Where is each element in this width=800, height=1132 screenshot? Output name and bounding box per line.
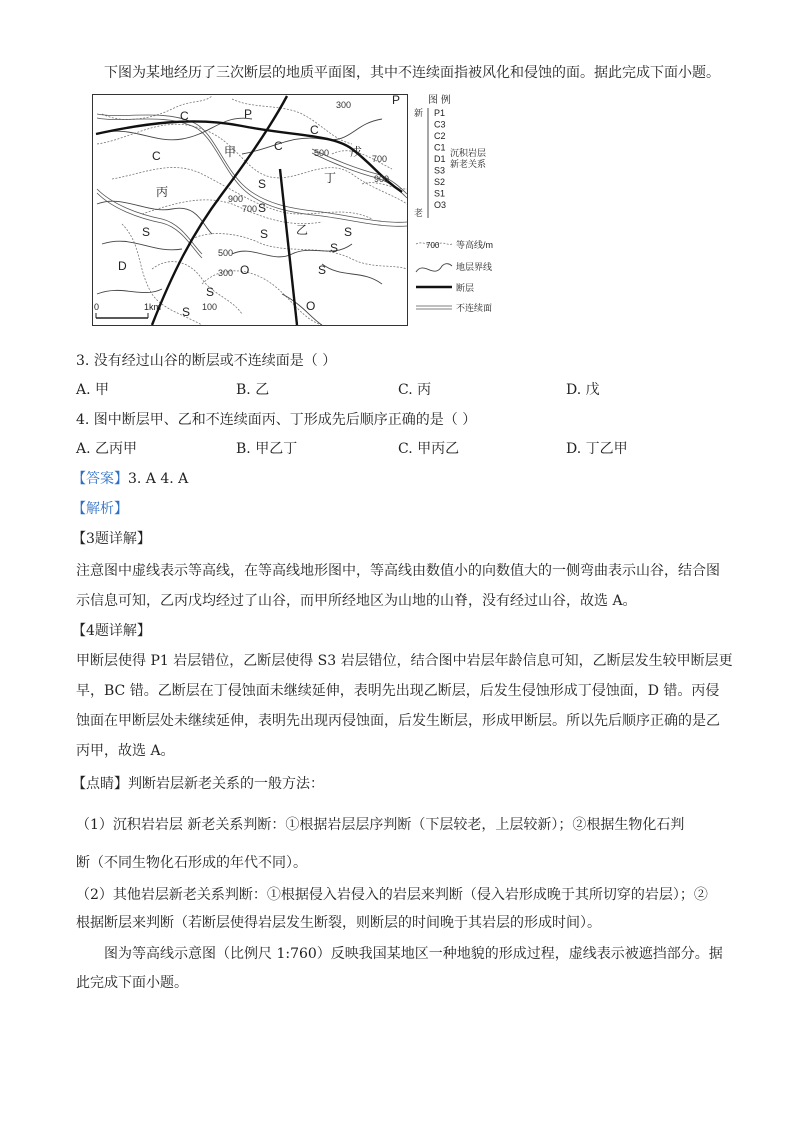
contour-500a: 500 bbox=[314, 148, 330, 158]
answer-line bbox=[72, 470, 188, 488]
q4-option-c[interactable]: C. 甲丙乙 bbox=[398, 441, 460, 457]
q3-option-c[interactable]: C. 丙 bbox=[398, 382, 432, 398]
detail4-title: 【4题详解】 bbox=[72, 623, 151, 639]
legend-stratum: P1 bbox=[434, 108, 446, 118]
label-ding: 丁 bbox=[324, 171, 337, 185]
detail3-title: 【3题详解】 bbox=[72, 531, 151, 547]
tip-line2: 断（不同生物化石形成的年代不同）。 bbox=[76, 855, 307, 871]
legend-stratum: S3 bbox=[434, 165, 446, 176]
label-S2a: S bbox=[258, 201, 267, 215]
map-legend bbox=[412, 94, 522, 326]
detail3-line1: 注意图中虚线表示等高线，在等高线地形图中，等高线由数值小的向数值大的一侧弯曲表示山谷，结合图 bbox=[76, 563, 720, 579]
contour-900a: 900 bbox=[374, 174, 390, 184]
label-O3a: O bbox=[240, 263, 250, 277]
legend-new: 新 bbox=[414, 108, 424, 118]
legend-rel1: 沉积岩层 bbox=[450, 148, 487, 158]
legend-stratum: S1 bbox=[434, 188, 446, 199]
legend-title: 图 例 bbox=[428, 95, 451, 106]
detail4-line1: 甲断层使得 P1 岩层错位，乙断层使得 S3 岩层错位，结合图中岩层年龄信息可知，乙断层发生较甲断层更 bbox=[76, 653, 733, 669]
scale-zero: 0 bbox=[94, 302, 100, 312]
tip-line3: （2）其他岩层新老关系判断：①根据侵入岩侵入的岩层来判断（侵入岩形成晚于其所切穿的岩层）；② bbox=[76, 887, 708, 903]
label-jia: 甲 bbox=[224, 145, 237, 159]
contour-700a: 700 bbox=[372, 154, 388, 164]
legend-stratum: O3 bbox=[434, 200, 447, 210]
q3-stem: 3. 没有经过山谷的断层或不连续面是（ ） bbox=[76, 353, 337, 369]
label-yi: 乙 bbox=[296, 223, 309, 237]
label-S3c: S bbox=[344, 225, 353, 239]
legend-contour-num: 700 bbox=[426, 241, 440, 250]
tip-line4: 根据断层来判断（若断层使得岩层发生断裂，则断层的时间晚于其岩层的形成时间）。 bbox=[76, 915, 601, 931]
label-S1c: S bbox=[206, 285, 215, 299]
intro-text: 下图为某地经历了三次断层的地质平面图，其中不连续面指被风化和侵蚀的面。据此完成下面小题。 bbox=[104, 65, 720, 81]
next-intro-line2: 此完成下面小题。 bbox=[76, 975, 188, 991]
geological-map bbox=[92, 94, 408, 326]
contour-300b: 300 bbox=[218, 268, 234, 278]
q3-option-a[interactable]: A. 甲 bbox=[76, 382, 110, 398]
label-bing: 丙 bbox=[156, 185, 169, 199]
label-S2b: S bbox=[330, 241, 339, 255]
scale-one: 1km bbox=[144, 302, 162, 312]
label-C2a: C bbox=[310, 123, 319, 137]
legend-boundary-label: 地层界线 bbox=[456, 262, 493, 272]
label-C1a: C bbox=[274, 139, 283, 153]
contour-100: 100 bbox=[202, 302, 218, 312]
tip-line1: （1）沉积岩岩层 新老关系判断：①根据岩层层序判断（下层较老，上层较新）；②根据生物化石判 bbox=[76, 817, 685, 833]
label-S2c: S bbox=[182, 305, 191, 319]
legend-stratum: C3 bbox=[434, 119, 446, 130]
label-P1a: P bbox=[244, 107, 253, 121]
label-D1a: D bbox=[118, 259, 127, 273]
legend-stratum: C1 bbox=[434, 142, 446, 153]
label-O3b: O bbox=[306, 299, 316, 313]
q3-option-b[interactable]: B. 乙 bbox=[236, 382, 270, 398]
legend-stratum: C2 bbox=[434, 131, 446, 141]
legend-stratum: S2 bbox=[434, 177, 446, 187]
contour-500b: 500 bbox=[218, 248, 234, 258]
answer-label: 【答案】 bbox=[72, 471, 128, 487]
analysis-label: 【解析】 bbox=[72, 501, 128, 517]
detail3-line2: 示信息可知，乙丙戊均经过了山谷，而甲所经地区为山地的山脊，没有经过山谷，故选 A。 bbox=[76, 593, 637, 609]
detail4-line3: 蚀面在甲断层处未继续延伸，表明先出现丙侵蚀面，后发生断层，形成甲断层。所以先后顺序正确的是乙 bbox=[76, 713, 720, 729]
q4-stem: 4. 图中断层甲、乙和不连续面丙、丁形成先后顺序正确的是（ ） bbox=[76, 412, 477, 428]
tip-title: 【点睛】判断岩层新老关系的一般方法： bbox=[72, 776, 324, 792]
answer-text: 3. A 4. A bbox=[128, 471, 189, 487]
legend-contour-label: 等高线/m bbox=[456, 240, 493, 250]
next-intro-line1: 图为等高线示意图（比例尺 1:760）反映我国某地区一种地貌的形成过程，虚线表示被遮挡部分。据 bbox=[104, 946, 723, 962]
legend-fault-label: 断层 bbox=[456, 283, 475, 293]
label-S3a: S bbox=[258, 177, 267, 191]
label-S1b: S bbox=[318, 263, 327, 277]
contour-700b: 700 bbox=[242, 204, 258, 214]
label-S3b: S bbox=[142, 225, 151, 239]
q4-option-b[interactable]: B. 甲乙丁 bbox=[236, 441, 298, 457]
detail4-line4: 丙甲，故选 A。 bbox=[76, 743, 175, 759]
legend-old: 老 bbox=[414, 208, 424, 218]
legend-unconf-label: 不连续面 bbox=[456, 303, 493, 313]
contour-900b: 900 bbox=[228, 194, 244, 204]
q4-option-d[interactable]: D. 丁乙甲 bbox=[566, 441, 628, 457]
label-C3a: C bbox=[180, 109, 189, 123]
label-C1b: C bbox=[152, 149, 161, 163]
label-wu: 戊 bbox=[350, 145, 363, 159]
legend-stratum: D1 bbox=[434, 154, 446, 164]
detail4-line2: 早，BC 错。乙断层在丁侵蚀面未继续延伸，表明先出现乙断层，后发生侵蚀形成丁侵蚀面，D 错。丙侵 bbox=[76, 683, 720, 699]
label-P1b: P bbox=[392, 94, 401, 107]
legend-rel2: 新老关系 bbox=[450, 159, 487, 169]
label-S1a: S bbox=[260, 227, 269, 241]
q4-option-a[interactable]: A. 乙丙甲 bbox=[76, 441, 138, 457]
contour-300a: 300 bbox=[336, 100, 352, 110]
q3-option-d[interactable]: D. 戊 bbox=[566, 382, 600, 398]
